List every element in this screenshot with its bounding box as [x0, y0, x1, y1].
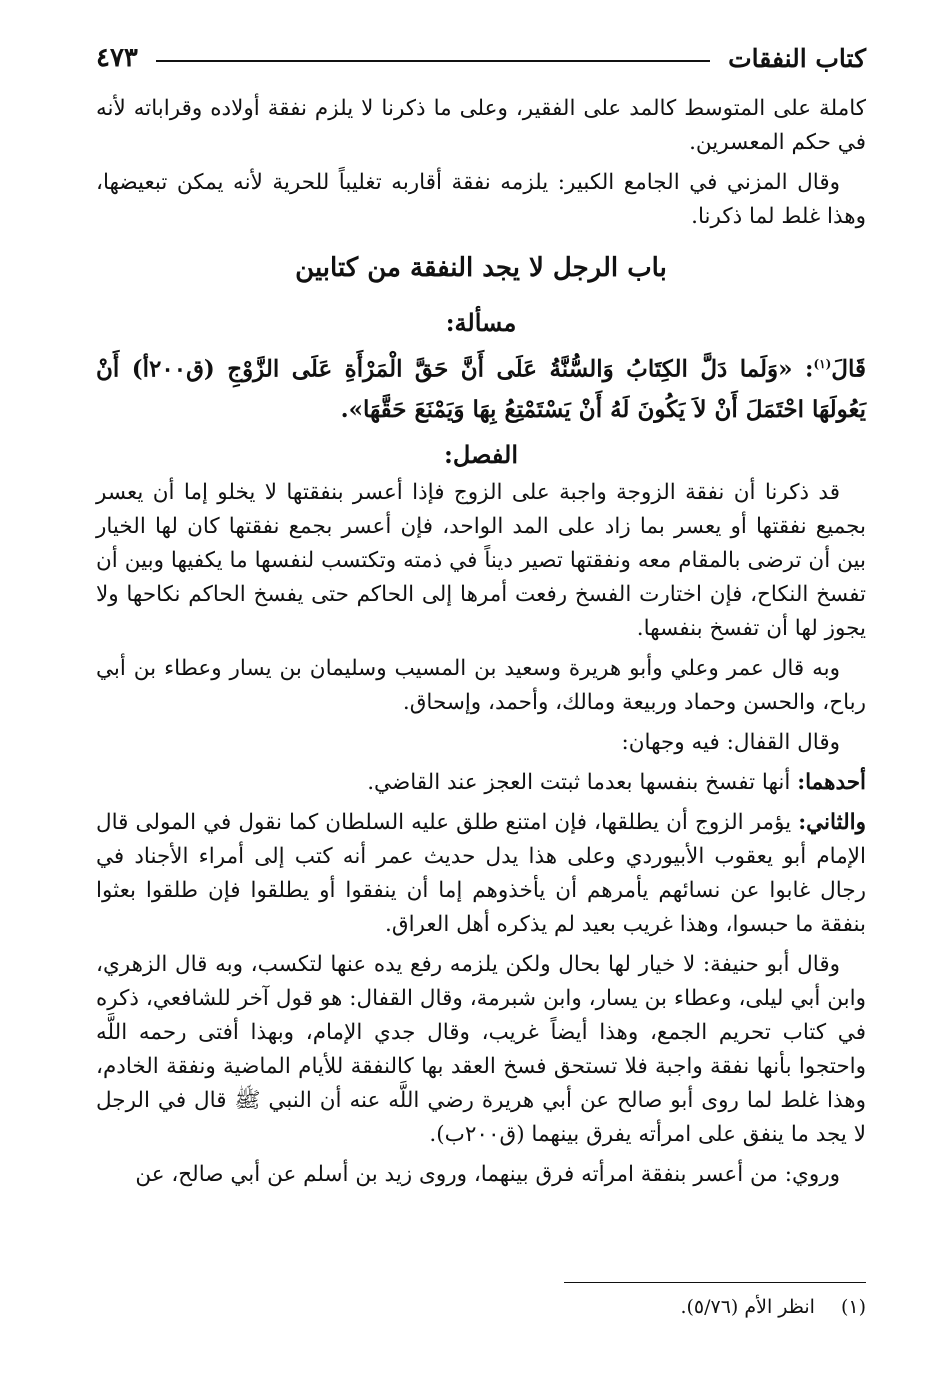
footnote	[680, 1292, 866, 1322]
fasl-paragraph-first-view	[96, 766, 866, 800]
matn-text	[96, 344, 866, 430]
chapter-title: باب الرجل لا يجد النفقة من كتابين	[295, 253, 667, 283]
fasl-paragraph-3: وقال القفال: فيه وجهان:	[621, 729, 840, 755]
fasl-paragraph-2: وبه قال عمر وعلي وأبو هريرة وسعيد بن المسيب وسليمان بن يسار وعطاء بن أبي رباح، والحسن وحماد وربيعة ومالك، وأحمد، وإسحاق.	[96, 655, 866, 715]
fasl-heading: الفصل:	[444, 439, 518, 469]
fasl-paragraph-1: قد ذكرنا أن نفقة الزوجة واجبة على الزوج فإذا أعسر بنفقتها لا يخلو إما أن يعسر بجميع نفقتها أو يعسر بما زاد على المد الواحد، فإن أعسر بجمع نفقتها كان لها الخيار بين أن ترضى بالمقام معه ونفقتها تصير ديناً في ذمته وتكتسب لنفسها ما يكفيها وبين أن تفسخ النكاح، فإن اختارت الفسخ رفعت أمرها إلى الحاكم حتى يفسخ الحاكم نكاحها ولا يجوز لها أن تفسخ بنفسها.	[96, 479, 866, 641]
footnote-number: (١)	[840, 1296, 866, 1318]
footnote-text: انظر الأم (٥/٧٦).	[680, 1296, 815, 1318]
paragraph-muzani: وقال المزني في الجامع الكبير: يلزمه نفقة أقاربه تغليباً للحرية لأنه يمكن تبعيضها، وهذا غلط لما ذكرنا.	[96, 170, 866, 229]
page-header	[96, 38, 866, 78]
running-title: كتاب النفقات	[728, 43, 866, 73]
fasl-paragraph-abu-hanifa: وقال أبو حنيفة: لا خيار لها بحال ولكن يلزمه رفع يده عنها لتكسب، وبه قال الزهري، وابن أبي ليلى، وعطاء بن يسار، وابن شبرمة، وقال القفال: هو قول آخر للشافعي، ذكره في كتاب تحريم الجمع، وهذا أيضاً غريب، وقال جدي الإمام، وبهذا أفتى رحمه اللَّه واحتجوا بأنها نفقة واجبة فلا تستحق فسخ العقد بها كالنفقة للأيام الماضية ونفقة الخادم، وهذا غلط لما روى أبو صالح عن أبي هريرة رضي اللَّه عنه أن النبي ﷺ قال في الرجل لا يجد ما ينفق على امرأته يفرق بينهما (ق٢٠٠ب).	[96, 951, 866, 1147]
second-view-text: يؤمر الزوج أن يطلقها، فإن امتنع طلق عليه السلطان كما نقول في المولى قال الإمام أبو يعقوب الأبيوردي وعلى هذا يدل حديث عمر أنه كتب إلى أمراء الأجناد في رجال غابوا عن نسائهم يأمرهم أن يأخذوهم إما أن ينفقوا أو يطلقوا فإن طلقوا بعثوا بنفقة ما حبسوا، وهذا غريب بعيد لم يذكره أهل العراق.	[96, 809, 866, 937]
second-view-lead: والثاني:	[798, 809, 866, 835]
matn-qala: قَالَ	[831, 355, 866, 383]
matn-quote: : «وَلَما دَلَّ الكِتَابُ وَالسُّنَّةُ عَلَى أَنَّ حَقَّ الْمَرْأَةِ عَلَى الزَّوْجِ (ق٢٠٠أ) أَنْ يَعُولَهَا احْتَمَلَ أَنْ لاَ يَكُونَ لَهُ أَنْ يَسْتَمْتِعُ بِهَا وَيَمْنَعَ حَقَّهَا».	[96, 355, 866, 423]
fasl-paragraph-riwaya: وروي: من أعسر بنفقة امرأته فرق بينهما، وروى زيد بن أسلم عن أبي صالح، عن	[135, 1161, 840, 1187]
page-number: ٤٧٣	[96, 43, 138, 73]
fasl-paragraph-second-view	[96, 806, 866, 942]
first-view-lead: أحدهما:	[797, 769, 866, 795]
footnote-reference: (١)	[813, 357, 832, 371]
first-view-text: أنها تفسخ بنفسها بعدما ثبتت العجز عند القاضي.	[367, 769, 798, 795]
footnote-rule	[564, 1282, 866, 1283]
header-rule	[156, 60, 710, 62]
paragraph-continuation: كاملة على المتوسط كالمد على الفقير، وعلى ما ذكرنا لا يلزم نفقة أولاده وقراباته لأنه في حكم المعسرين.	[96, 96, 866, 155]
page-body	[96, 92, 866, 1198]
masala-heading: مسألة:	[445, 308, 517, 337]
